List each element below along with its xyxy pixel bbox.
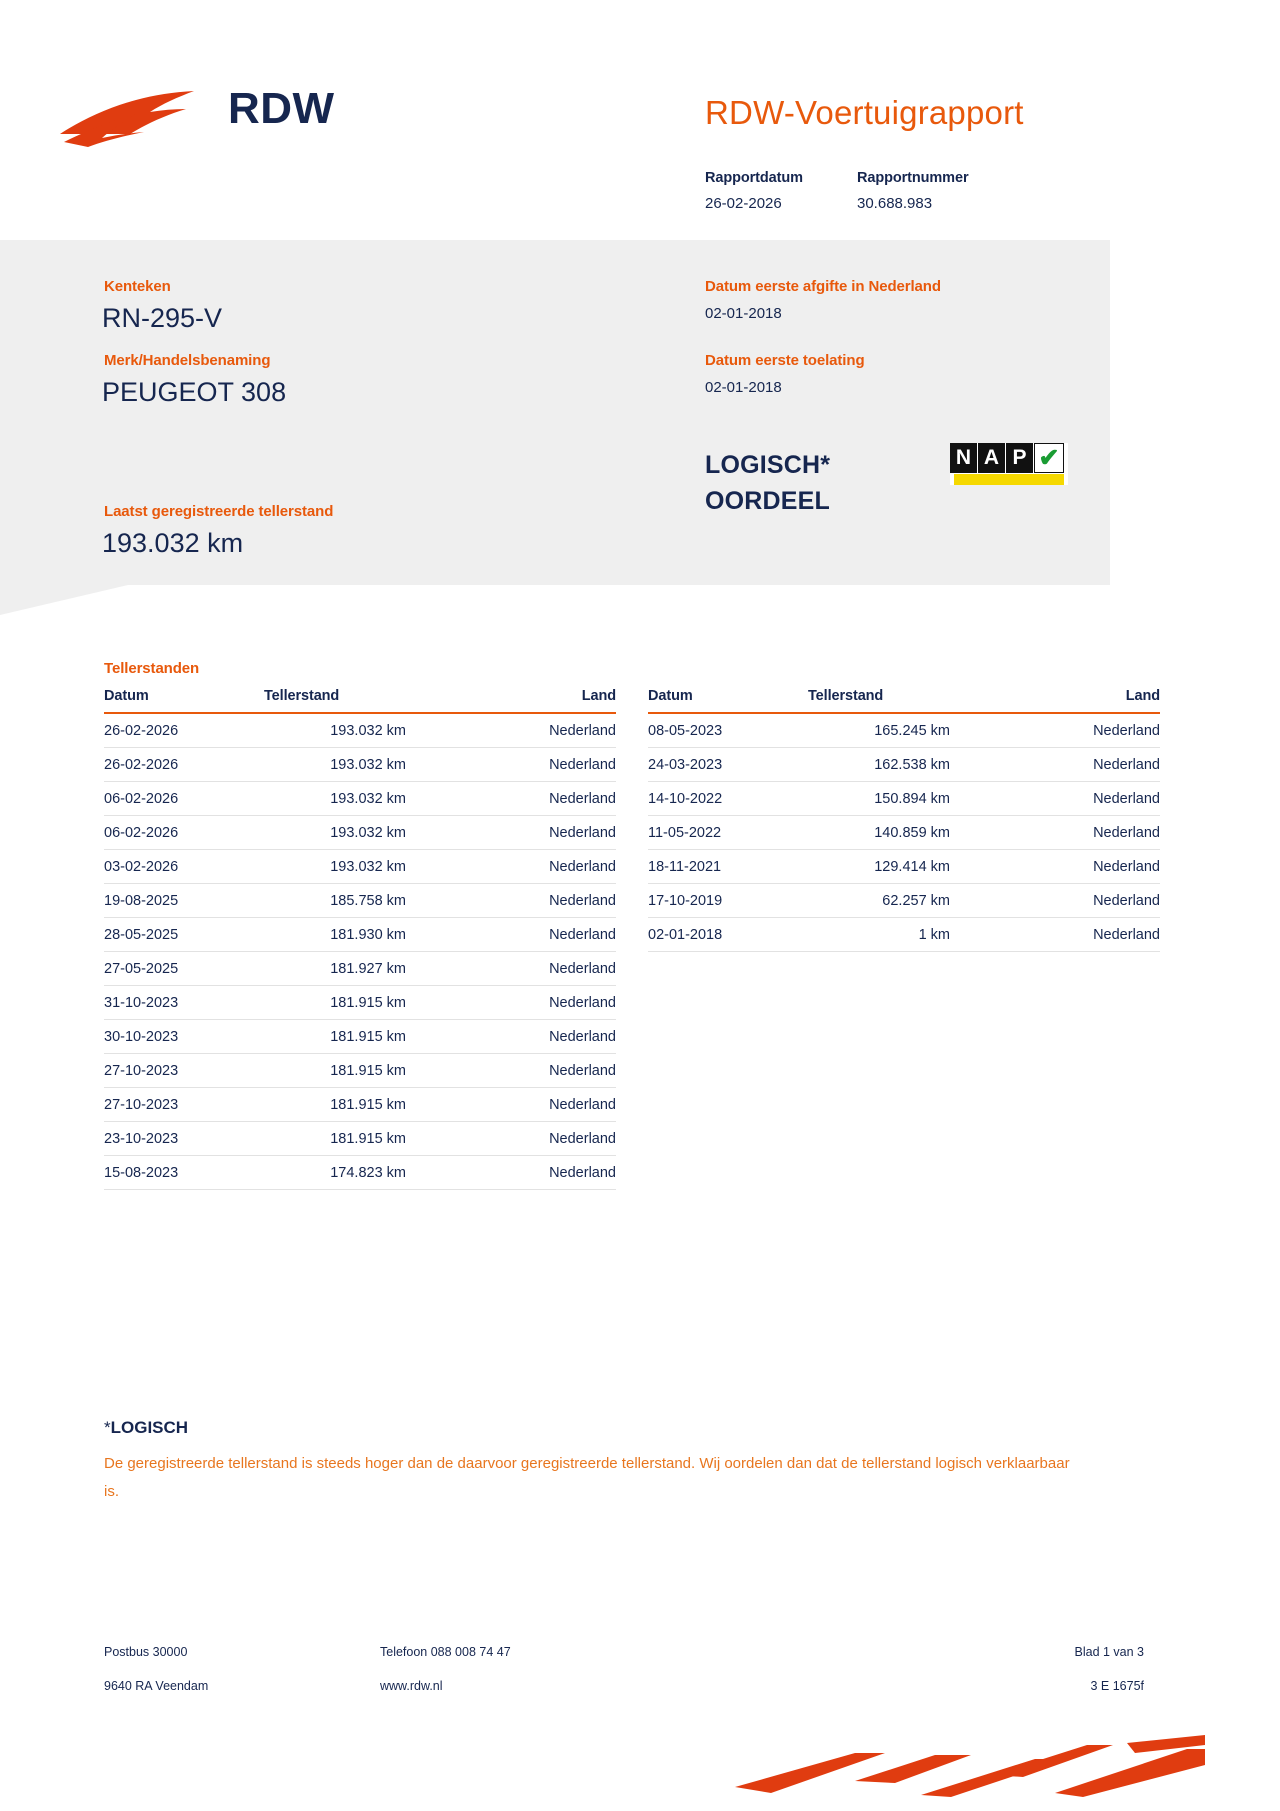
document-header xyxy=(0,40,1280,212)
rdw-swoosh-logo-icon xyxy=(58,88,198,150)
cell-land: Nederland xyxy=(464,1122,616,1156)
meta-label: Rapportnummer xyxy=(857,170,969,186)
column-header-land: Land xyxy=(464,688,616,713)
tellerstanden-table-right xyxy=(648,688,1160,952)
eerste-afgifte-value: 02-01-2018 xyxy=(705,305,782,322)
cell-land: Nederland xyxy=(1008,918,1160,952)
verdict-block xyxy=(705,448,830,519)
footer-website-link[interactable]: www.rdw.nl xyxy=(380,1679,443,1693)
cell-land: Nederland xyxy=(464,986,616,1020)
table-row xyxy=(648,713,1160,748)
cell-tellerstand: 129.414 km xyxy=(808,850,1008,884)
table-row xyxy=(104,1020,616,1054)
verdict-line-2: OORDEEL xyxy=(705,486,831,515)
table-header-row xyxy=(648,688,1160,713)
cell-land: Nederland xyxy=(1008,850,1160,884)
cell-land: Nederland xyxy=(464,884,616,918)
cell-land: Nederland xyxy=(464,1156,616,1190)
column-header-tellerstand: Tellerstand xyxy=(264,688,464,713)
cell-tellerstand: 150.894 km xyxy=(808,782,1008,816)
cell-tellerstand: 62.257 km xyxy=(808,884,1008,918)
table-row xyxy=(648,782,1160,816)
table-body-right xyxy=(648,713,1160,952)
cell-datum: 11-05-2022 xyxy=(648,816,808,850)
cell-tellerstand: 174.823 km xyxy=(264,1156,464,1190)
column-header-datum: Datum xyxy=(648,688,808,713)
table-row xyxy=(104,952,616,986)
table-header-row xyxy=(104,688,616,713)
table-row xyxy=(648,816,1160,850)
cell-land: Nederland xyxy=(464,1054,616,1088)
merk-label: Merk/Handelsbenaming xyxy=(104,352,271,369)
cell-land: Nederland xyxy=(464,918,616,952)
cell-tellerstand: 185.758 km xyxy=(264,884,464,918)
cell-tellerstand: 1 km xyxy=(808,918,1008,952)
footnote-body: De geregistreerde tellerstand is steeds hoger dan de daarvoor geregistreerde tellerstand. Wij oordelen dan dat de tellerstand logisch verklaarbaar is. xyxy=(104,1455,1070,1500)
eerste-toelating-label: Datum eerste toelating xyxy=(705,352,865,369)
cell-tellerstand: 193.032 km xyxy=(264,850,464,884)
cell-tellerstand: 181.915 km xyxy=(264,1020,464,1054)
report-title: RDW-Voertuigrapport xyxy=(705,94,1024,131)
table-row xyxy=(648,748,1160,782)
nap-logo-bar xyxy=(954,474,1064,485)
footnote-title-text: LOGISCH xyxy=(110,1418,189,1437)
table-row xyxy=(648,884,1160,918)
nap-logo-letters xyxy=(950,443,1064,473)
cell-tellerstand: 193.032 km xyxy=(264,713,464,748)
cell-datum: 02-01-2018 xyxy=(648,918,808,952)
cell-datum: 27-10-2023 xyxy=(104,1054,264,1088)
cell-land: Nederland xyxy=(1008,713,1160,748)
cell-datum: 26-02-2026 xyxy=(104,713,264,748)
cell-tellerstand: 181.927 km xyxy=(264,952,464,986)
column-header-datum: Datum xyxy=(104,688,264,713)
table-row xyxy=(104,782,616,816)
cell-datum: 08-05-2023 xyxy=(648,713,808,748)
cell-datum: 26-02-2026 xyxy=(104,748,264,782)
cell-land: Nederland xyxy=(1008,816,1160,850)
laatste-tellerstand-value: 193.032 km xyxy=(102,528,244,558)
footer-page-number: Blad 1 van 3 xyxy=(1074,1645,1144,1659)
table-row xyxy=(104,1156,616,1190)
cell-datum: 31-10-2023 xyxy=(104,986,264,1020)
table-row xyxy=(648,850,1160,884)
footnote-title xyxy=(104,1418,1104,1438)
cell-datum: 15-08-2023 xyxy=(104,1156,264,1190)
cell-datum: 30-10-2023 xyxy=(104,1020,264,1054)
cell-tellerstand: 181.915 km xyxy=(264,1088,464,1122)
footer-phone: Telefoon 088 008 74 47 xyxy=(380,1645,511,1659)
cell-land: Nederland xyxy=(464,748,616,782)
cell-tellerstand: 181.915 km xyxy=(264,986,464,1020)
cell-land: Nederland xyxy=(1008,782,1160,816)
footer-row-1 xyxy=(104,1645,1144,1679)
footer-form-code: 3 E 1675f xyxy=(1090,1679,1144,1693)
tellerstanden-table-left xyxy=(104,688,616,1190)
column-header-tellerstand: Tellerstand xyxy=(808,688,1008,713)
column-header-land: Land xyxy=(1008,688,1160,713)
cell-datum: 03-02-2026 xyxy=(104,850,264,884)
nap-letter-a: A xyxy=(978,443,1005,473)
cell-land: Nederland xyxy=(464,782,616,816)
nap-letter-n: N xyxy=(950,443,977,473)
document-footer xyxy=(104,1645,1144,1713)
cell-land: Nederland xyxy=(464,952,616,986)
cell-tellerstand: 162.538 km xyxy=(808,748,1008,782)
table-row xyxy=(104,816,616,850)
cell-land: Nederland xyxy=(1008,884,1160,918)
cell-tellerstand: 181.915 km xyxy=(264,1054,464,1088)
cell-datum: 24-03-2023 xyxy=(648,748,808,782)
cell-datum: 17-10-2019 xyxy=(648,884,808,918)
cell-tellerstand: 193.032 km xyxy=(264,748,464,782)
meta-value: 26-02-2026 xyxy=(705,195,782,212)
cell-land: Nederland xyxy=(464,1088,616,1122)
laatste-tellerstand-label: Laatst geregistreerde tellerstand xyxy=(104,503,334,520)
nap-check-icon: ✔ xyxy=(1034,443,1064,473)
cell-datum: 27-05-2025 xyxy=(104,952,264,986)
meta-label: Rapportdatum xyxy=(705,170,803,186)
eerste-toelating-value: 02-01-2018 xyxy=(705,379,782,396)
report-meta xyxy=(705,170,1009,212)
cell-land: Nederland xyxy=(464,850,616,884)
cell-land: Nederland xyxy=(464,1020,616,1054)
table-row xyxy=(104,918,616,952)
footer-swoosh-decoration-icon xyxy=(735,1735,1205,1801)
table-row xyxy=(104,1054,616,1088)
table-row xyxy=(104,1088,616,1122)
table-row xyxy=(648,918,1160,952)
table-row xyxy=(104,884,616,918)
footer-row-2 xyxy=(104,1679,1144,1713)
cell-tellerstand: 181.930 km xyxy=(264,918,464,952)
kenteken-value: RN-295-V xyxy=(102,303,223,333)
cell-tellerstand: 165.245 km xyxy=(808,713,1008,748)
cell-tellerstand: 140.859 km xyxy=(808,816,1008,850)
panel-corner-decoration xyxy=(0,585,128,615)
meta-value: 30.688.983 xyxy=(857,195,933,212)
kenteken-label: Kenteken xyxy=(104,278,171,295)
footer-address-line-2: 9640 RA Veendam xyxy=(104,1679,209,1693)
cell-datum: 27-10-2023 xyxy=(104,1088,264,1122)
table-row xyxy=(104,713,616,748)
cell-datum: 18-11-2021 xyxy=(648,850,808,884)
cell-land: Nederland xyxy=(1008,748,1160,782)
merk-value: PEUGEOT 308 xyxy=(102,377,287,407)
table-row xyxy=(104,850,616,884)
cell-datum: 14-10-2022 xyxy=(648,782,808,816)
footnote-block xyxy=(104,1418,1104,1506)
cell-datum: 28-05-2025 xyxy=(104,918,264,952)
cell-land: Nederland xyxy=(464,816,616,850)
table-row xyxy=(104,1122,616,1156)
cell-datum: 23-10-2023 xyxy=(104,1122,264,1156)
verdict-line-1: LOGISCH* xyxy=(705,451,831,479)
footer-address-line-1: Postbus 30000 xyxy=(104,1645,188,1659)
footnote-star: * xyxy=(104,1418,111,1437)
cell-tellerstand: 181.915 km xyxy=(264,1122,464,1156)
nap-logo-icon xyxy=(950,443,1068,485)
meta-report-date xyxy=(705,170,857,212)
table-row xyxy=(104,748,616,782)
cell-datum: 06-02-2026 xyxy=(104,782,264,816)
nap-letter-p: P xyxy=(1006,443,1033,473)
cell-tellerstand: 193.032 km xyxy=(264,816,464,850)
cell-datum: 06-02-2026 xyxy=(104,816,264,850)
cell-land: Nederland xyxy=(464,713,616,748)
tellerstanden-section-title: Tellerstanden xyxy=(104,660,200,677)
table-body-left xyxy=(104,713,616,1190)
meta-report-number xyxy=(857,170,1009,212)
eerste-afgifte-label: Datum eerste afgifte in Nederland xyxy=(705,278,941,295)
table-row xyxy=(104,986,616,1020)
cell-datum: 19-08-2025 xyxy=(104,884,264,918)
cell-tellerstand: 193.032 km xyxy=(264,782,464,816)
logo-wordmark: RDW xyxy=(228,84,335,133)
